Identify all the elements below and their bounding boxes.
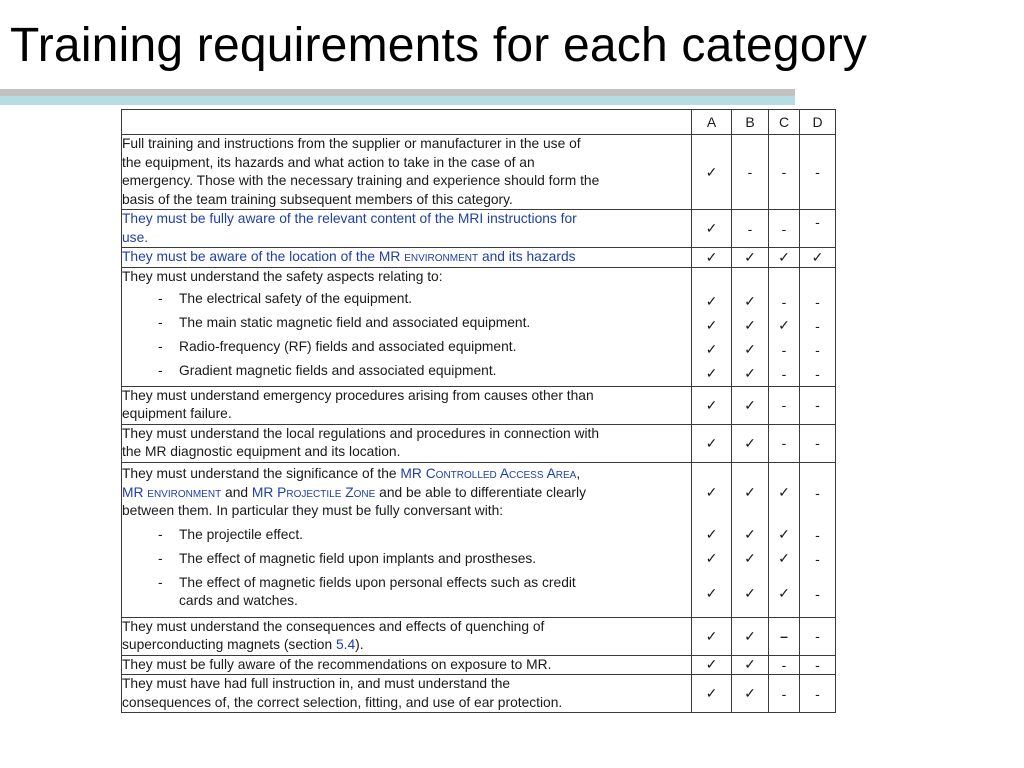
- table-row: [122, 210, 836, 248]
- table-row: [122, 248, 836, 268]
- requirement-text: [122, 267, 692, 386]
- column-header-d: D: [800, 110, 836, 135]
- sub-item-text: Radio-frequency (RF) fields and associated equipment.: [179, 339, 517, 355]
- mark-d: -: [815, 317, 820, 334]
- sub-item-text: The electrical safety of the equipment.: [179, 291, 413, 307]
- text-line: between them. In particular they must be fully conversant with:: [122, 503, 504, 519]
- mark-d: -: [815, 365, 820, 382]
- sub-item-text: The effect of magnetic field upon implants and prostheses.: [179, 550, 537, 566]
- mark-c: ✓: [778, 526, 790, 542]
- sub-item-text: The projectile effect.: [179, 526, 303, 542]
- requirement-text: [122, 424, 692, 462]
- mark-d: ✓: [800, 248, 836, 268]
- text-line: emergency. Those with the necessary training and experience should form the: [122, 173, 600, 188]
- mark-c: -: [781, 293, 787, 310]
- mr-environment-term: MR environment: [122, 484, 222, 500]
- mark-d: -: [815, 341, 820, 358]
- mark-c: -: [769, 210, 800, 248]
- text-line: consequences of, the correct selection, fitting, and use of ear protection.: [122, 694, 563, 710]
- table-row: [122, 386, 836, 424]
- table-row: [122, 675, 836, 713]
- mark-b: -: [732, 135, 769, 210]
- mark-c: -: [769, 386, 800, 424]
- mark-a: ✓: [692, 135, 732, 210]
- mark-stack-d: [800, 462, 836, 617]
- mark-b: ✓: [732, 248, 769, 268]
- mark-a: ✓: [705, 365, 718, 381]
- mark-c: –: [769, 617, 800, 655]
- mr-projectile-zone-term: MR Projectile Zone: [251, 484, 376, 500]
- mark-stack-c: [769, 462, 800, 617]
- section-reference-link[interactable]: 5.4: [335, 637, 356, 652]
- mark-c: -: [769, 655, 800, 675]
- text-fragment: and: [221, 484, 252, 500]
- text-line: They must understand the consequences and effects of quenching of: [122, 618, 545, 634]
- mark-a: ✓: [705, 317, 718, 333]
- mark-stack-b: [732, 267, 769, 386]
- mark-a: ✓: [692, 210, 732, 248]
- requirement-text: [122, 386, 692, 424]
- mark-b: ✓: [744, 293, 756, 309]
- text-line: [122, 465, 691, 484]
- sub-item-text: Gradient magnetic fields and associated equipment.: [179, 363, 497, 379]
- mark-b: ✓: [744, 484, 756, 500]
- sub-item: - The projectile effect.: [158, 526, 303, 542]
- text-line: the equipment, its hazards and what action to take in the case of an: [122, 154, 535, 170]
- mark-c: ✓: [778, 484, 790, 500]
- text-line: use.: [122, 229, 149, 245]
- mark-d: -: [815, 550, 820, 567]
- text-fragment: and its hazards: [478, 249, 576, 264]
- sub-item: - The effect of magnetic fields upon personal effects such as credit cards and watches.: [158, 574, 576, 608]
- requirement-text: [122, 210, 692, 248]
- mark-d: -: [800, 210, 836, 248]
- mark-stack-b: [732, 462, 769, 617]
- text-line: They must understand the safety aspects relating to:: [122, 268, 443, 284]
- mark-a: ✓: [705, 341, 718, 357]
- column-header-b: B: [732, 110, 769, 135]
- requirement-text: [122, 135, 692, 210]
- text-line: [122, 484, 691, 503]
- column-header-a: A: [692, 110, 732, 135]
- mark-c: -: [769, 424, 800, 462]
- mark-c: -: [769, 675, 800, 713]
- sub-item: - Gradient magnetic fields and associated equipment.: [158, 363, 497, 379]
- text-line: They must understand the local regulations and procedures in connection with: [122, 425, 600, 441]
- page-title: Training requirements for each category: [10, 19, 868, 72]
- mark-c: -: [781, 365, 787, 382]
- table-row: [122, 135, 836, 210]
- mark-b: ✓: [744, 341, 756, 357]
- sub-item-text: The effect of magnetic fields upon personal effects such as credit: [179, 574, 576, 590]
- mark-stack-d: [800, 267, 836, 386]
- mark-stack-a: [692, 267, 732, 386]
- mark-a: ✓: [705, 550, 718, 566]
- requirement-text: [122, 462, 692, 617]
- mark-b: ✓: [744, 550, 756, 566]
- text-line: They must have had full instruction in, and must understand the: [122, 676, 511, 691]
- table-row: [122, 617, 836, 655]
- text-line: They must understand emergency procedures arising from causes other than: [122, 387, 594, 403]
- mark-c: -: [781, 341, 787, 358]
- mark-c: ✓: [778, 317, 790, 333]
- header-row: [122, 110, 836, 135]
- mark-d: -: [800, 135, 836, 210]
- text-line: Full training and instructions from the supplier or manufacturer in the use of: [122, 136, 581, 151]
- mark-a: ✓: [705, 293, 718, 309]
- text-fragment: They must understand the significance of the: [122, 466, 401, 482]
- requirement-text: [122, 675, 692, 713]
- mark-b: -: [732, 210, 769, 248]
- title-underline-gray: [0, 89, 795, 96]
- mark-b: ✓: [744, 365, 756, 381]
- title-underline-teal: [0, 96, 795, 105]
- text-line: equipment failure.: [122, 406, 232, 421]
- sub-item: - The electrical safety of the equipment.: [158, 291, 413, 307]
- mark-a: ✓: [705, 484, 718, 500]
- text-line: [122, 636, 691, 655]
- mark-d: -: [800, 675, 836, 713]
- mark-stack-c: [769, 267, 800, 386]
- mark-a: ✓: [692, 248, 732, 268]
- mark-c: ✓: [778, 550, 790, 566]
- mark-b: ✓: [744, 526, 756, 542]
- table-row: [122, 655, 836, 675]
- training-requirements-table: [121, 109, 836, 713]
- requirement-text: [122, 617, 692, 655]
- sub-item: - Radio-frequency (RF) fields and associated equipment.: [158, 339, 517, 355]
- sub-item: - The effect of magnetic field upon implants and prostheses.: [158, 550, 537, 566]
- mark-d: -: [815, 526, 820, 543]
- table-row: [122, 462, 836, 617]
- text-line: They must be fully aware of the relevant content of the MRI instructions for: [122, 211, 577, 226]
- mark-a: ✓: [705, 526, 718, 542]
- text-fragment: superconducting magnets (section: [122, 637, 336, 652]
- mark-b: ✓: [744, 585, 756, 601]
- mark-d: -: [800, 617, 836, 655]
- mark-d: -: [800, 386, 836, 424]
- mark-d: -: [800, 655, 836, 675]
- sub-item-text: cards and watches.: [179, 592, 298, 608]
- mark-b: ✓: [744, 317, 756, 333]
- mark-a: ✓: [692, 424, 732, 462]
- text-line: basis of the team training subsequent members of this category.: [122, 191, 513, 207]
- header-blank: [122, 110, 692, 135]
- text-line: the MR diagnostic equipment and its location.: [122, 444, 401, 459]
- mark-a: ✓: [692, 675, 732, 713]
- mark-c: -: [769, 135, 800, 210]
- mark-b: ✓: [732, 617, 769, 655]
- mark-d: -: [815, 293, 820, 310]
- mark-d: -: [815, 585, 820, 602]
- table-row: [122, 424, 836, 462]
- table-row: [122, 267, 836, 386]
- text-fragment: ).: [355, 637, 364, 652]
- sub-item-text: The main static magnetic field and associated equipment.: [179, 315, 531, 331]
- mark-b: ✓: [732, 655, 769, 675]
- mark-d: -: [800, 424, 836, 462]
- text-fragment: They must be aware of the location of the MR: [122, 249, 405, 264]
- mr-environment-term: environment: [404, 249, 479, 264]
- text-fragment: ,: [576, 466, 581, 482]
- sub-item: - The main static magnetic field and associated equipment.: [158, 315, 531, 331]
- column-header-c: C: [769, 110, 800, 135]
- mark-stack-a: [692, 462, 732, 617]
- text-line: They must be fully aware of the recommendations on exposure to MR.: [122, 656, 552, 672]
- mark-b: ✓: [732, 386, 769, 424]
- text-fragment: and be able to differentiate clearly: [375, 484, 586, 500]
- mark-c: ✓: [778, 585, 790, 601]
- mark-a: ✓: [692, 386, 732, 424]
- mark-a: ✓: [692, 655, 732, 675]
- mr-controlled-access-area-term: MR Controlled Access Area: [400, 466, 577, 482]
- mark-c: ✓: [769, 248, 800, 268]
- requirement-text: [122, 248, 692, 268]
- mark-d: -: [815, 484, 820, 501]
- mark-b: ✓: [732, 424, 769, 462]
- mark-a: ✓: [705, 585, 718, 601]
- requirement-text: [122, 655, 692, 675]
- mark-a: ✓: [692, 617, 732, 655]
- mark-b: ✓: [732, 675, 769, 713]
